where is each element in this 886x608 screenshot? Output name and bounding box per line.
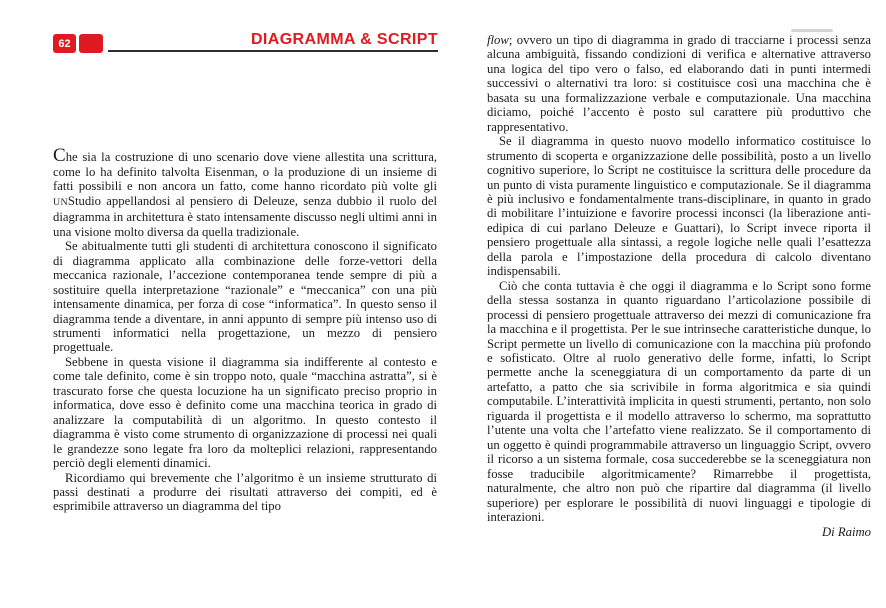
- running-title: DIAGRAMMA & SCRIPT: [250, 31, 438, 48]
- right-page-text: [487, 33, 871, 593]
- scan-artifact: [791, 29, 833, 32]
- paragraph: Se il diagramma in questo nuovo modello informatico costituisce lo strumento di scoperta e organizzazione delle possibilità, posto a un livello cognitivo superiore, lo Script ne costituisce la scrittura delle procedure da un punto di vista puramente linguistico e computazionale. Se il diagramma è più inclusivo e fondamentalmente trans-disciplinare, in quanto in grado di mobilitare l’intuizione e favorire processi inconsci (la liberazione anti-edipica di cui parlano Deleuze e Guattari), lo Script invece riporta il pensiero progettuale alla sintassi, a regole logiche nelle quali l’esattezza della parola e l’impostazione della procedura di calcolo diventano indispensabili.: [487, 134, 871, 279]
- header-rule: [108, 50, 438, 52]
- paragraph: Ricordiamo qui brevemente che l’algoritmo è un insieme strutturato di passi destinati a produrre dei risultati attraverso dei compiti, ed è esprimibile attraverso un diagramma del tipo: [53, 470, 437, 514]
- paragraph: Che sia la costruzione di uno scenario dove viene allestita una scrittura, come lo ha definito talvolta Eisenman, o la produzione di un insieme di fatti possibili e non ancora un fatto, come hanno ricordato più volte gli UNStudio appellandosi al pensiero di Deleuze, senza dubbio il ruolo del diagramma in architettura è stato intensamente discusso negli ultimi anni in una visione molto diversa da quella tradizionale.: [53, 146, 437, 239]
- decorative-badge: [79, 34, 103, 53]
- left-page-text: [53, 146, 437, 586]
- paragraph: Se abitualmente tutti gli studenti di architettura conoscono il significato di diagramma applicato alla combinazione delle forze-vettori della meccanica razionale, l’accezione contemporanea tende sempre di più a sostituire quella interpretazione “razionale” e “meccanica” con una più intensamente dinamica, per forza di cose “informatica”. In questo senso il diagramma tende a diventare, in anni appunto di sempre più intenso uso di strumenti informatici nella progettazione, un mezzo di pensiero progettuale.: [53, 239, 437, 355]
- paragraph: Sebbene in questa visione il diagramma sia indifferente al contesto e come tale definito, come è sin troppo noto, quale “macchina astratta”, si è trascurato forse che questa locuzione ha un significato preciso proprio in informatica, dove esso è definito come una macchina teorica in grado di analizzare la computabilità di un algoritmo. In questo contesto il diagramma è visto come strumento di organizzazione di processi nei quali le grandezze sono legate fra loro da molteplici relazioni, rappresentando perciò degli elementi dinamici.: [53, 354, 437, 471]
- page-number-badge: 62: [53, 34, 76, 53]
- paragraph: Ciò che conta tuttavia è che oggi il diagramma e lo Script sono forme della stessa sostanza in quanto riguardano l’articolazione possibile di processi di pensiero progettuale attraverso dei mezzi di comunicazione fra la macchina e il progettista. Per le sue intrinseche caratteristiche dunque, lo Script permette un livello di comunicazione con la macchina più profondo e sofisticato. Oltre al ruolo generativo delle forme, infatti, lo Script permette anche la sceneggiatura di un comportamento da parte di un artefatto, a patto che sia scrivibile in forma algoritmica e sia quindi computabile. L’interattività implicita in questi strumenti, pertanto, non solo riguarda il progettista e il modello attraverso lo schermo, ma soprattutto l’utente una volta che l’artefatto viene realizzato. Se il comportamento di un oggetto è quindi programmabile attraverso un linguaggio Script, ovvero il ricorso a un sistema formale, cosa succederebbe se la sceneggiatura non fosse traducibile algoritmicamente? Rimarrebbe il progettista, naturalmente, che altro non può che ripartire dal diagramma (il livello superiore) per esplorare le possibilità di nuovi linguaggi e tipologie di interazioni.: [487, 278, 871, 524]
- paragraph: flow; ovvero un tipo di diagramma in grado di tracciarne i processi senza alcuna ambiguità, fissando condizioni di verifica e alternative attraverso una logica del tipo vero o falso, ed elaborando dati in punti intermedi successivi o alternativi tra loro: si costituisce così una macchina che è basata su una formalizzazione verbale e computazionale. Una macchina diciamo, poiché l’accento è posto sul carattere più produttivo che rappresentativo.: [487, 33, 871, 134]
- author-signature: Di Raimo: [822, 525, 871, 540]
